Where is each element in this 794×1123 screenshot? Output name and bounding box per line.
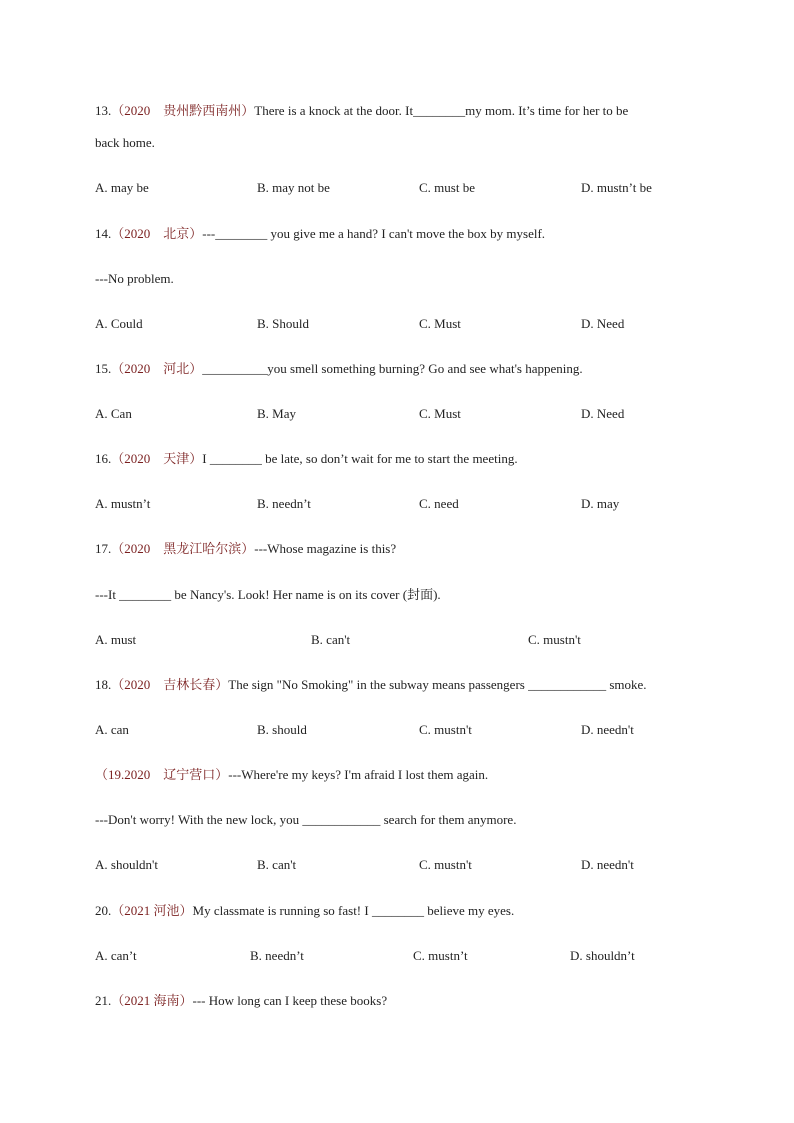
question-source: （2020 贵州黔西南州）	[111, 103, 255, 118]
option-a[interactable]: A. may be	[95, 180, 149, 195]
option-b[interactable]: B. should	[257, 722, 307, 737]
question-source: （2020 河北）	[111, 361, 203, 376]
option-c[interactable]: C. Must	[419, 316, 461, 331]
question-text: There is a knock at the door. It________my mom. It’s time for her to be	[254, 103, 629, 118]
question-text: ---Where're my keys? I'm afraid I lost them again.	[228, 767, 489, 782]
question-text: The sign "No Smoking" in the subway means passengers ____________ smoke.	[228, 677, 647, 692]
option-c[interactable]: C. Must	[419, 406, 461, 421]
question-number: 16.	[95, 451, 112, 466]
question-14-options	[95, 316, 715, 332]
option-a[interactable]: A. shouldn't	[95, 857, 159, 872]
option-b[interactable]: B. needn’t	[257, 496, 311, 511]
option-b[interactable]: B. may not be	[257, 180, 330, 195]
question-source: （2020 天津）	[111, 451, 203, 466]
question-text: --- How long can I keep these books?	[192, 993, 388, 1008]
question-13-stem-continued: back home.	[95, 135, 155, 150]
question-21-stem	[95, 993, 387, 1009]
option-d[interactable]: D. may	[581, 496, 620, 511]
option-c[interactable]: C. mustn't	[419, 857, 472, 872]
option-b[interactable]: B. May	[257, 406, 296, 421]
option-c[interactable]: C. mustn't	[528, 632, 581, 647]
question-16-stem	[95, 451, 518, 467]
question-18-options	[95, 722, 715, 738]
question-number: 21.	[95, 993, 112, 1008]
question-text: ---Whose magazine is this?	[254, 541, 397, 556]
question-source: （19.2020 辽宁营口）	[95, 767, 229, 782]
question-16-options	[95, 496, 715, 512]
option-d[interactable]: D. mustn’t be	[581, 180, 652, 195]
option-c[interactable]: C. need	[419, 496, 459, 511]
option-b[interactable]: B. can't	[257, 857, 297, 872]
question-18-stem	[95, 677, 647, 693]
question-20-stem	[95, 903, 514, 919]
question-15-options	[95, 406, 715, 422]
question-source: （2020 黑龙江哈尔滨）	[111, 541, 255, 556]
option-d[interactable]: D. needn't	[581, 857, 634, 872]
option-c[interactable]: C. mustn’t	[413, 948, 468, 963]
question-text: I ________ be late, so don’t wait for me to start the meeting.	[202, 451, 518, 466]
question-source: （2020 吉林长春）	[111, 677, 229, 692]
question-source: （2021 河池）	[111, 903, 193, 918]
option-a[interactable]: A. Can	[95, 406, 132, 421]
option-a[interactable]: A. Could	[95, 316, 143, 331]
question-20-options	[95, 948, 715, 964]
option-d[interactable]: D. needn't	[581, 722, 634, 737]
question-13-stem	[95, 103, 628, 119]
question-13-options	[95, 180, 715, 196]
question-text: __________you smell something burning? Go and see what's happening.	[202, 361, 583, 376]
question-14-stem	[95, 226, 545, 242]
option-a[interactable]: A. must	[95, 632, 137, 647]
question-source: （2020 北京）	[111, 226, 203, 241]
option-c[interactable]: C. mustn't	[419, 722, 472, 737]
question-number: 14.	[95, 226, 112, 241]
question-17-options	[95, 632, 715, 648]
option-b[interactable]: B. can't	[311, 632, 351, 647]
question-14-reply: ---No problem.	[95, 271, 174, 286]
option-a[interactable]: A. mustn’t	[95, 496, 151, 511]
option-a[interactable]: A. can	[95, 722, 129, 737]
option-c[interactable]: C. must be	[419, 180, 475, 195]
option-b[interactable]: B. Should	[257, 316, 310, 331]
option-d[interactable]: D. Need	[581, 316, 625, 331]
question-19-reply: ---Don't worry! With the new lock, you ____________ search for them anymore.	[95, 812, 517, 827]
question-17-stem	[95, 541, 396, 557]
question-number: 13.	[95, 103, 112, 118]
option-d[interactable]: D. Need	[581, 406, 625, 421]
question-number: 15.	[95, 361, 112, 376]
option-d[interactable]: D. shouldn’t	[570, 948, 635, 963]
question-17-reply: ---It ________ be Nancy's. Look! Her name is on its cover (封面).	[95, 587, 441, 602]
option-a[interactable]: A. can’t	[95, 948, 137, 963]
question-19-options	[95, 857, 715, 873]
option-b[interactable]: B. needn’t	[250, 948, 304, 963]
question-number: 20.	[95, 903, 112, 918]
question-source: （2021 海南）	[111, 993, 193, 1008]
question-number: 18.	[95, 677, 112, 692]
question-text: My classmate is running so fast! I ________ believe my eyes.	[192, 903, 515, 918]
question-text: ---________ you give me a hand? I can't move the box by myself.	[202, 226, 546, 241]
question-15-stem	[95, 361, 583, 377]
question-19-stem	[95, 767, 488, 783]
question-number: 17.	[95, 541, 112, 556]
